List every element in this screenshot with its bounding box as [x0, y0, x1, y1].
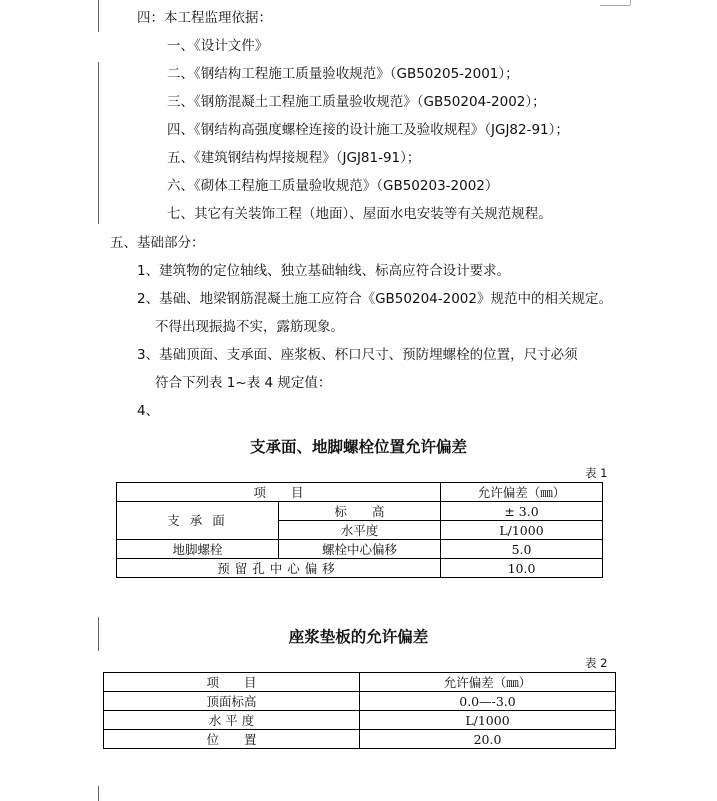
margin-line-top: [98, 0, 99, 32]
value-cell: 0.0—-3.0: [360, 692, 616, 711]
corner-mark: [600, 5, 630, 6]
header-cell: 项 目: [117, 483, 441, 502]
section5-heading: 五、基础部分：: [110, 235, 205, 251]
item-cell: 位 置: [104, 730, 360, 749]
corner-mark-v: [630, 0, 631, 5]
table-row: [104, 673, 616, 692]
item-cell: 水 平 度: [104, 711, 360, 730]
paragraph: 2、基础、地梁钢筋混凝土施工应符合《GB50204-2002》规范中的相关规定。: [137, 291, 612, 307]
table-row: [117, 483, 603, 502]
sub-item-cell: 水平度: [279, 521, 441, 540]
value-cell: 10.0: [441, 559, 603, 578]
table-row: [117, 502, 603, 521]
value-cell: L/1000: [360, 711, 616, 730]
group-cell: 支 承 面: [117, 502, 279, 540]
table-row: [117, 540, 603, 559]
table-row: [104, 730, 616, 749]
margin-line-bottom: [98, 786, 99, 801]
paragraph: 3、基础顶面、支承面、座浆板、杯口尺寸、预防埋螺栓的位置，尺寸必须: [137, 347, 578, 363]
sub-item-cell: 标 高: [279, 502, 441, 521]
basis-item: 三、《钢筋混凝土工程施工质量验收规范》（GB50204-2002）；: [167, 94, 546, 110]
table-row: [117, 559, 603, 578]
value-cell: 5.0: [441, 540, 603, 559]
basis-item: 四、《钢结构高强度螺栓连接的设计施工及验收规程》（JGJ82-91）；: [167, 122, 569, 138]
paragraph: 4、: [137, 403, 160, 419]
table-row: [104, 692, 616, 711]
item-cell: 地脚螺栓: [117, 540, 279, 559]
table2-label: 表 2: [585, 656, 608, 670]
value-cell: 20.0: [360, 730, 616, 749]
paragraph: 1、建筑物的定位轴线、独立基础轴线、标高应符合设计要求。: [137, 263, 511, 279]
value-cell: L/1000: [441, 521, 603, 540]
table-row: [104, 711, 616, 730]
header-cell: 项 目: [104, 673, 360, 692]
paragraph: 符合下列表 1~表 4 规定值：: [155, 375, 332, 391]
basis-item: 一、《设计文件》: [167, 38, 269, 54]
table1: [116, 482, 603, 578]
header-cell: 允许偏差（㎜）: [360, 673, 616, 692]
table2: [103, 672, 616, 749]
margin-line-mid: [98, 62, 99, 224]
item-cell: 预留孔中心偏移: [117, 559, 441, 578]
basis-item: 五、《建筑钢结构焊接规程》（JGJ81-91）；: [167, 150, 421, 166]
basis-item: 六、《砌体工程施工质量验收规范》（GB50203-2002）: [167, 178, 499, 194]
table2-title: 座浆垫板的允许偏差: [288, 628, 429, 646]
paragraph: 不得出现振捣不实，露筋现象。: [155, 319, 344, 335]
section4-heading: 四：本工程监理依据：: [137, 10, 272, 26]
item-cell: 顶面标高: [104, 692, 360, 711]
basis-item: 七、其它有关装饰工程（地面）、屋面水电安装等有关规范规程。: [167, 206, 552, 222]
header-cell: 允许偏差（㎜）: [441, 483, 603, 502]
sub-item-cell: 螺栓中心偏移: [279, 540, 441, 559]
value-cell: ± 3.0: [441, 502, 603, 521]
table1-title: 支承面、地脚螺栓位置允许偏差: [249, 438, 467, 456]
table1-label: 表 1: [585, 466, 608, 480]
basis-item: 二、《钢结构工程施工质量验收规范》（GB50205-2001）；: [167, 66, 519, 82]
